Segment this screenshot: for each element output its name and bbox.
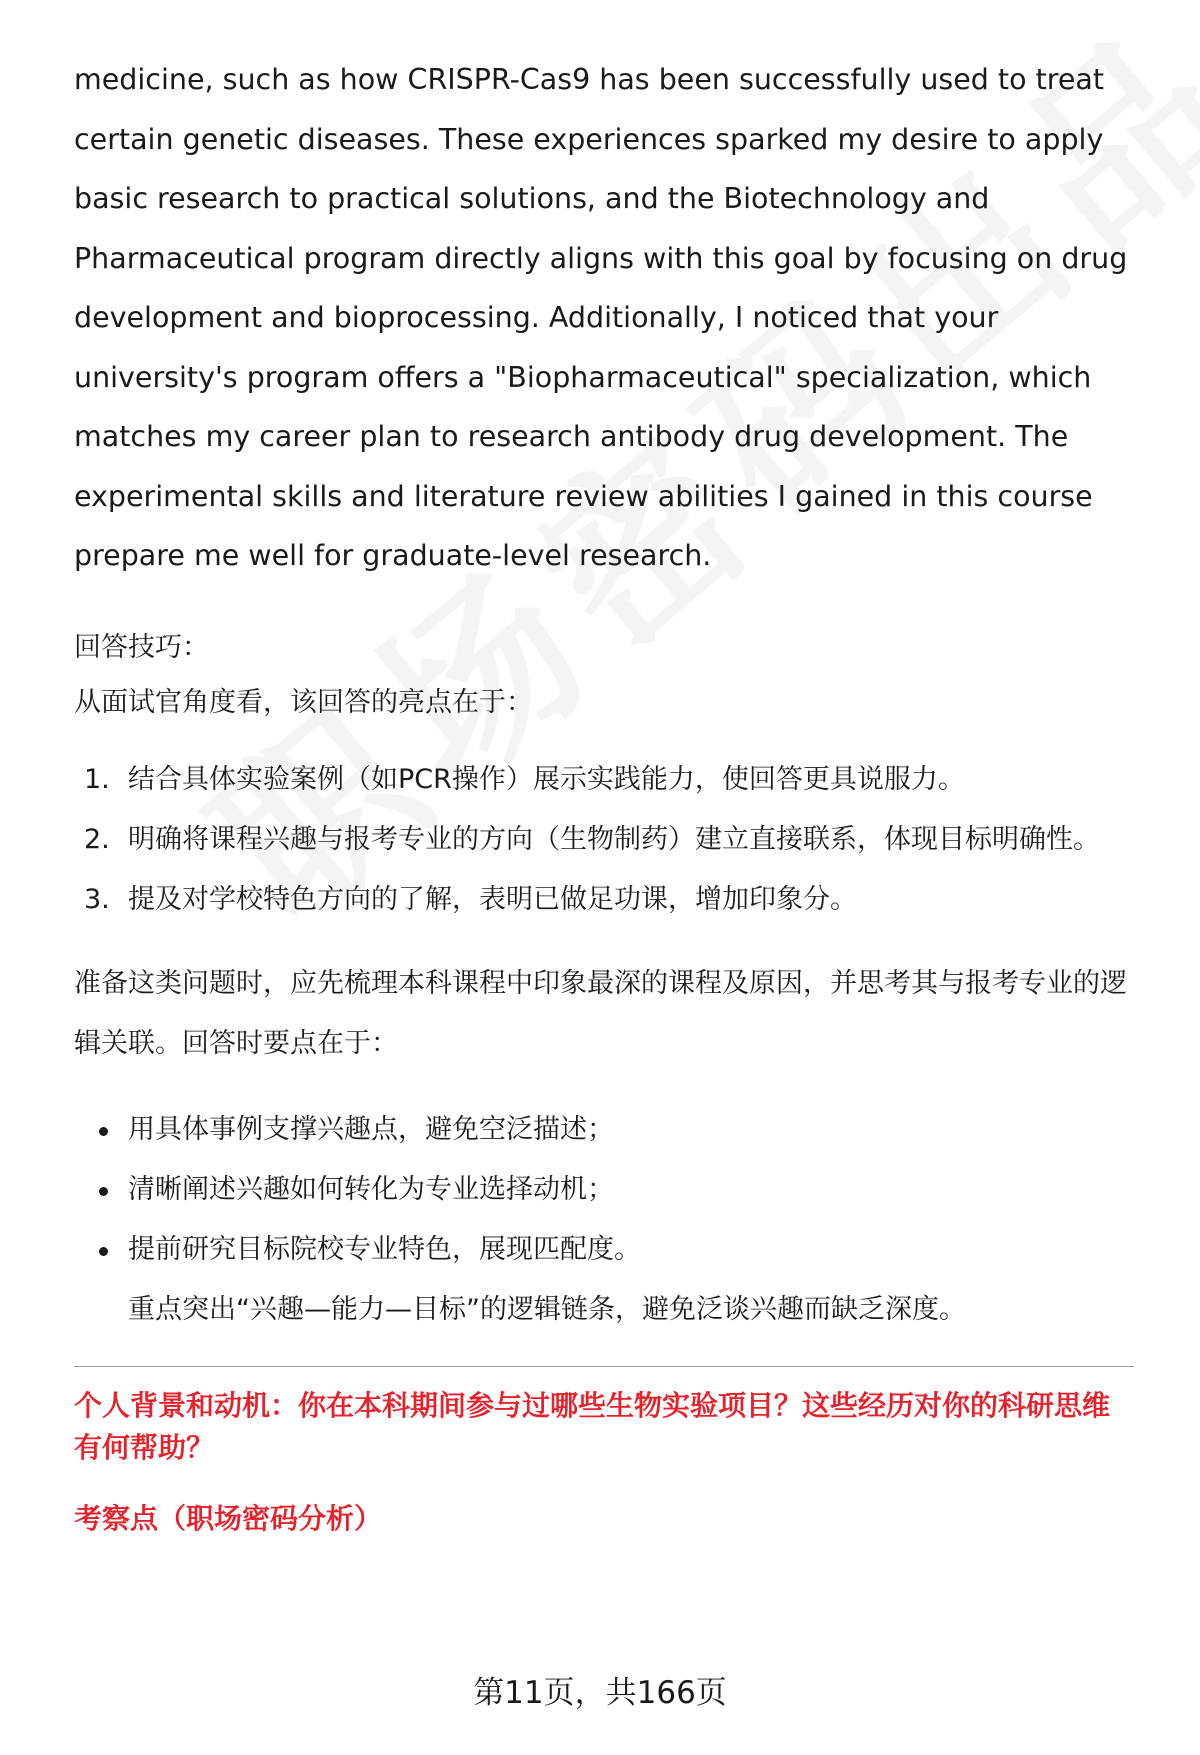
exam-point-heading: 考察点（职场密码分析） — [74, 1501, 383, 1535]
bullet-icon — [99, 1127, 108, 1136]
list-number: 1. — [84, 763, 110, 795]
list-item-text: 结合具体实验案例（如PCR操作）展示实践能力，使回答更具说服力。 — [128, 763, 965, 795]
list-item — [74, 810, 1134, 870]
tips-label: 回答技巧： — [74, 631, 209, 663]
section-divider — [74, 1366, 1134, 1367]
list-number: 3. — [84, 883, 110, 915]
question-heading: 个人背景和动机：你在本科期间参与过哪些生物实验项目？这些经历对你的科研思维有何帮助？ — [74, 1388, 1111, 1464]
document-page — [74, 50, 1134, 1547]
key-points-list — [74, 1100, 1134, 1280]
list-item-text: 提前研究目标院校专业特色，展现匹配度。 — [128, 1233, 641, 1265]
list-item-text: 清晰阐述兴趣如何转化为专业选择动机； — [128, 1173, 614, 1205]
list-item — [74, 1220, 1134, 1280]
list-item-text: 提及对学校特色方向的了解，表明已做足功课，增加印象分。 — [128, 883, 857, 915]
list-item — [74, 1160, 1134, 1220]
summary-text: 重点突出“兴趣—能力—目标”的逻辑链条，避免泛谈兴趣而缺乏深度。 — [128, 1293, 966, 1325]
list-item — [74, 1100, 1134, 1160]
page-footer: 第11页，共166页 — [473, 1675, 727, 1711]
list-item — [74, 870, 1134, 930]
list-item-text: 用具体事例支撑兴趣点，避免空泛描述； — [128, 1113, 614, 1145]
list-number: 2. — [84, 823, 110, 855]
preparation-paragraph: 准备这类问题时，应先梳理本科课程中印象最深的课程及原因，并思考其与报考专业的逻辑关联。回答时要点在于： — [74, 967, 1127, 1059]
bullet-icon — [99, 1187, 108, 1196]
tips-intro: 从面试官角度看，该回答的亮点在于： — [74, 686, 533, 718]
list-item — [74, 750, 1134, 810]
bullet-icon — [99, 1247, 108, 1256]
highlights-list — [74, 750, 1134, 930]
english-answer-paragraph: medicine, such as how CRISPR-Cas9 has been successfully used to treat certain genetic diseases. These experiences sparked my desire to apply basic research to practical solutions, and the Biotechnology and Pharmaceutical program directly aligns with this goal by focusing on drug development and bioprocessing. Additionally, I noticed that your university's program offers a "Biopharmaceutical" specialization, which matches my career plan to research antibody drug development. The experimental skills and literature review abilities I gained in this course prepare me well for graduate-level research. — [74, 63, 1128, 572]
list-item-text: 明确将课程兴趣与报考专业的方向（生物制药）建立直接联系，体现目标明确性。 — [128, 823, 1100, 855]
